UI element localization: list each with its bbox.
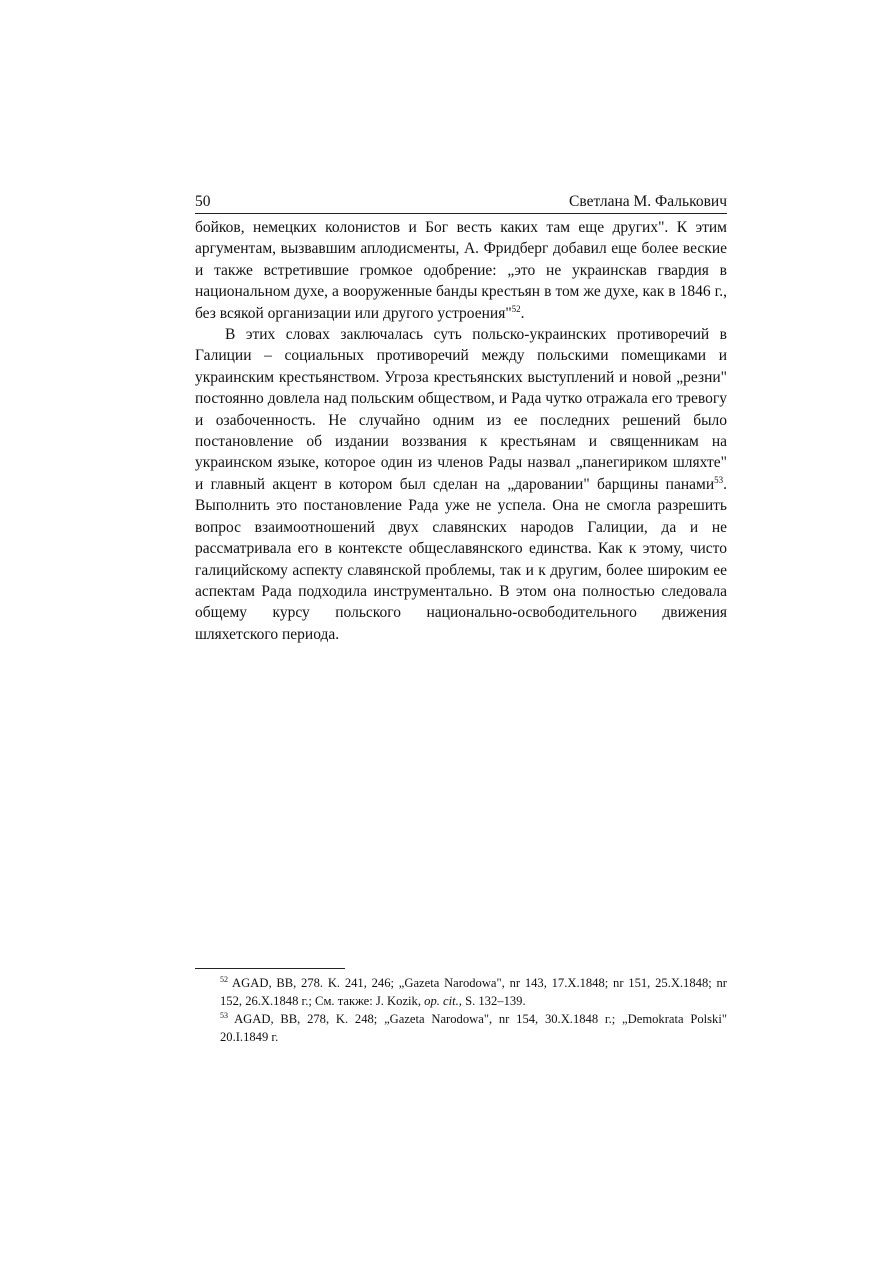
footnotes <box>220 974 727 1046</box>
page-number: 50 <box>195 193 211 210</box>
paragraph-1 <box>195 217 727 324</box>
paragraph-1-text: бойков, немецких колонистов и Бог весть каких там еще других". К этим аргументам, вызвавшим аплодисменты, А. Фридберг добавил еще более веские и также встретившие громкое одобрение: „это не украинскав гвардия в национальном духе, а вооруженные банды крестьян в том же духе, как в 1846 г., без всякой организации или другого устроения" <box>195 219 727 322</box>
body-text <box>195 217 727 645</box>
paragraph-2-text: В этих словах заключалась суть польско-украинских противоречий в Галиции – социальных противоречий между польскими помещиками и украинским крестьянством. Угроза крестьянских выступлений и новой „резни" постоянно довлела над польским обществом, и Рада чутко отражала его тревогу и озабоченность. Не случайно одним из ее последних решений было постановление об издании воззвания к крестьянам и священникам на украинском языке, которое один из членов Рады назвал „панегириком шляхте" и главный акцент в котором был сделан на „даровании" барщины панами <box>195 326 727 493</box>
footnote-italic: op. cit. <box>424 994 459 1008</box>
paragraph-1-tail: . <box>520 304 525 322</box>
footnote-divider <box>195 968 345 969</box>
paragraph-2-tail: . Выполнить это постановление Рада уже не успела. Она не смогла разрешить вопрос взаимоотношений двух славянских народов Галиции, да и не рассматривала его в контексте общеславянского единства. Как к этому, чисто галицийскому аспекту славянской проблемы, так и к другим, более широким ее аспектам Рада подходила инструментально. В этом она полностью следовала общему курсу польского национально-освободительного движения шляхетского периода. <box>195 475 727 643</box>
footnote-text-tail: , S. 132–139. <box>458 994 526 1008</box>
footnote-53 <box>220 1010 727 1046</box>
running-head-author: Светлана М. Фалькович <box>569 193 727 210</box>
page-header <box>195 191 727 214</box>
footnote-52 <box>220 974 727 1010</box>
footnote-number: 53 <box>220 1010 228 1020</box>
paragraph-2 <box>195 324 727 645</box>
footnote-text: AGAD, BB, 278, K. 248; „Gazeta Narodowa", nr 154, 30.X.1848 г.; „Demokrata Polski" 20.I.1849 г. <box>220 1012 727 1044</box>
footnote-ref-52: 52 <box>511 303 521 314</box>
footnote-text: AGAD, BB, 278. K. 241, 246; „Gazeta Narodowa", nr 143, 17.X.1848; nr 151, 25.X.1848; nr 152, 26.X.1848 г.; См. также: J. Kozik, <box>220 976 727 1008</box>
footnote-ref-53: 53 <box>714 474 724 485</box>
footnote-number: 52 <box>220 974 228 984</box>
